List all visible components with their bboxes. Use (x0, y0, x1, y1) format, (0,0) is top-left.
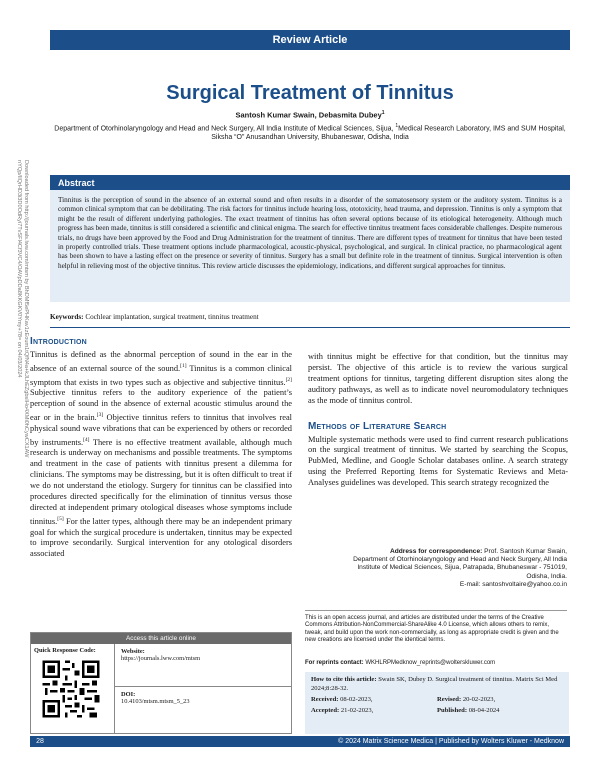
methods-paragraph: Multiple systematic methods were used to find current research publications on the surgical treatment of tinnitus. We started by searching the Scopus, PubMed, Medline, and Google Scholar databases online. A search strategy using the Preferred Reporting Items for Systematic Reviews and Meta-Analyses guidelines was developed. This search strategy recognized the (308, 434, 568, 488)
citation-ref-4[interactable]: [4] (83, 436, 90, 443)
doi-label: DOI: (121, 691, 136, 698)
download-watermark-line-1: Downloaded from http://journals.lww.com/mtsm by BhDMf5ePHKav1zEoum1tQfN4a+kJLhEZgbsIHo4XMi0hCywCX1AW (23, 160, 29, 458)
citation-ref-3[interactable]: [3] (96, 412, 104, 419)
author-superscript: 1 (381, 110, 385, 116)
introduction-heading: Introduction (30, 336, 87, 347)
reprints-email[interactable]: WKHLRPMedknow_reprints@wolterskluwer.com (363, 660, 496, 666)
affiliation-line-1b: Medical Research Laboratory, IMS and SUM Hospital, (398, 125, 566, 133)
revised-date: Revised: 20-02-2023, (437, 696, 496, 704)
doi-row (115, 687, 291, 730)
citation-ref-1[interactable]: [1] (180, 362, 187, 369)
abstract-body: Tinnitus is the perception of sound in the absence of an external sound and often results in a disorder of the somatosensory system or the auditory system. Tinnitus is a common clinical symptom that can be debilitating. The risk factors for tinnitus include hearing loss, ototoxicity, head trauma, and depression. Tinnitus is only a symptom that might be the result of different underlying pathologies. The exact treatment of tinnitus has often several options because of its etiological heterogeneity. Although much progress has been made, tinnitus is still considered a scientific and clinical enigma. The search for effective tinnitus treatment faces considerable challenges. Despite numerous trials, no drugs have been approved by the Food and Drug Administration for the treatment of tinnitus. There are different types of treatment for tinnitus that have been tested in properly controlled trials. These treatment options include pharmacological, acoustic-physical, psychological, and surgical. In clinical practice, no pharmacological agent has been shown to have a lasting effect on the presence or severity of tinnitus. Surgery has a small but definite role in the treatment of tinnitus. Surgical intervention is often helpful in relieving most of the objective tinnitus. This review article discusses the epidemiology, indications, and different surgical approaches for tinnitus. (50, 190, 570, 302)
correspondence-name: Prof. Santosh Kumar Swain, (482, 548, 567, 555)
affiliations: Department of Otorhinolaryngology and Head and Neck Surgery, All India Institute of Medical Sciences, Sijua, $^1$Medical Research Laboratory, IMS and SUM Hospital, Siksha “O” Anusandhan University, Bhubaneswar, Odisha, India (54, 123, 566, 142)
correspondence-line-3: Odisha, India. (526, 572, 567, 580)
access-heading: Access this article online (31, 633, 291, 644)
citation-box (305, 672, 569, 734)
correspondence-line-2: Institute of Medical Sciences, Sijua, Patrapada, Bhubaneswar - 751019, (357, 564, 567, 572)
publication-dates (311, 696, 563, 715)
qr-code-icon[interactable] (40, 658, 102, 720)
affiliation-line-1: Department of Otorhinolaryngology and Head and Neck Surgery, All India Institute of Medical Sciences, Sijua, (54, 125, 394, 133)
author-names: Santosh Kumar Swain, Debasmita Dubey (235, 110, 382, 120)
citation-ref-2[interactable]: [2] (285, 376, 292, 383)
download-watermark (15, 160, 29, 457)
cite-text: Swain SK, Dubey D. Surgical treatment of tinnitus. Matrix Sci Med 2024;8:28-32. (311, 676, 558, 692)
article-title: Surgical Treatment of Tinnitus (166, 82, 454, 104)
qr-label: Quick Response Code: (34, 647, 96, 654)
download-watermark-line-2: nYQp/IlQrHD3i3D0OdRyi7TvSFl4Cf3VC4/OAVpDDa8KKGKV0Ymy+78= on 04/03/2024 (16, 160, 22, 378)
left-column (30, 336, 292, 560)
reprints-label: For reprints contact: (305, 660, 364, 666)
section-divider (50, 327, 570, 328)
methods-heading: Methods of Literature Search (308, 420, 447, 432)
affiliation-line-2: Siksha “O” Anusandhan University, Bhubaneswar, Odisha, India (211, 134, 409, 142)
access-online-box (30, 632, 292, 734)
author-list (50, 110, 570, 120)
received-date: Received: 08-02-2023, (311, 696, 373, 704)
introduction-paragraph: Tinnitus is defined as the abnormal perception of sound in the ear in the absence of an external source of the sound.[1] Tinnitus is a common clinical symptom that exists in two types such as objective and subjective tinnitus.[2] Subjective tinnitus refers to the auditory experience of the patient’s perception of sound in the absence of external acoustic stimulus around the ear or in the brain.[3] Objective tinnitus refers to tinnitus that involves real physical sound wave vibrations that can be experienced by others or recorded by instruments.[4] There is no effective treatment available, although much research is underway on mechanisms and possible treatments. The symptoms and treatment in the case of patients with tinnitus present a dilemma for clinicians. The symptoms may be distressing, but it is often difficult to treat if we do not understand the etiology. Surgery for tinnitus can be classified into procedures directed specifically for the elimination of tinnitus versus those directed at independent primary otological diseases whose symptoms include tinnitus.[5] For the latter types, although there may be an independent primary goal for which the surgical procedure is undertaken, tinnitus may be expected to improve secondarily. Surgical intervention for any otological disorders associated (30, 350, 292, 559)
footer-copyright: © 2024 Matrix Science Medica | Published by Wolters Kluwer - Medknow (338, 738, 564, 745)
abstract-heading (50, 175, 570, 190)
reprints-contact (305, 660, 567, 666)
right-column (308, 352, 568, 489)
qr-cell (31, 644, 115, 733)
keywords-list: Cochlear implantation, surgical treatment, tinnitus treatment (83, 313, 259, 321)
correspondence-block (305, 548, 567, 589)
abstract-heading-text: Abstract (58, 177, 95, 188)
article-type-label: Review Article (272, 34, 348, 46)
keywords (50, 313, 570, 321)
cite-label: How to cite this article: (311, 676, 377, 683)
website-row (115, 644, 291, 687)
keywords-label: Keywords: (50, 313, 84, 321)
website-link[interactable]: https://journals.lww.com/mtsm (121, 655, 201, 662)
website-label: Website: (121, 648, 145, 655)
citation-ref-5[interactable]: [5] (57, 515, 64, 522)
correspondence-line-1: Department of Otorhinolaryngology and Head and Neck Surgery, All India (353, 556, 567, 564)
article-type-banner (50, 30, 570, 50)
published-date: Published: 08-04-2024 (437, 706, 500, 714)
accepted-date: Accepted: 21-02-2023, (311, 706, 374, 714)
open-access-notice: This is an open access journal, and articles are distributed under the terms of the Creative Commons Attribution-NonCommercial-ShareAlike 4.0 License, which allows others to remix, tweak, and build upon the work non-commercially, as long as appropriate credit is given and the new creations are licensed under the identical terms. (305, 610, 567, 645)
introduction-paragraph-2: with tinnitus might be effective for that condition, but the tinnitus may persist. The objective of this article is to review the various surgical treatment options for tinnitus, targeting different disruption sites along the auditory pathways, as well as to indicate novel neuromodulatory techniques as the mode of tinnitus control. (308, 352, 568, 405)
correspondence-label: Address for correspondence: (389, 548, 483, 555)
correspondence-email[interactable]: E-mail: santoshvoltaire@yahoo.co.in (459, 580, 567, 588)
page-number: 28 (36, 738, 44, 745)
doi-value[interactable]: 10.4103/mtsm.mtsm_5_23 (121, 698, 190, 705)
